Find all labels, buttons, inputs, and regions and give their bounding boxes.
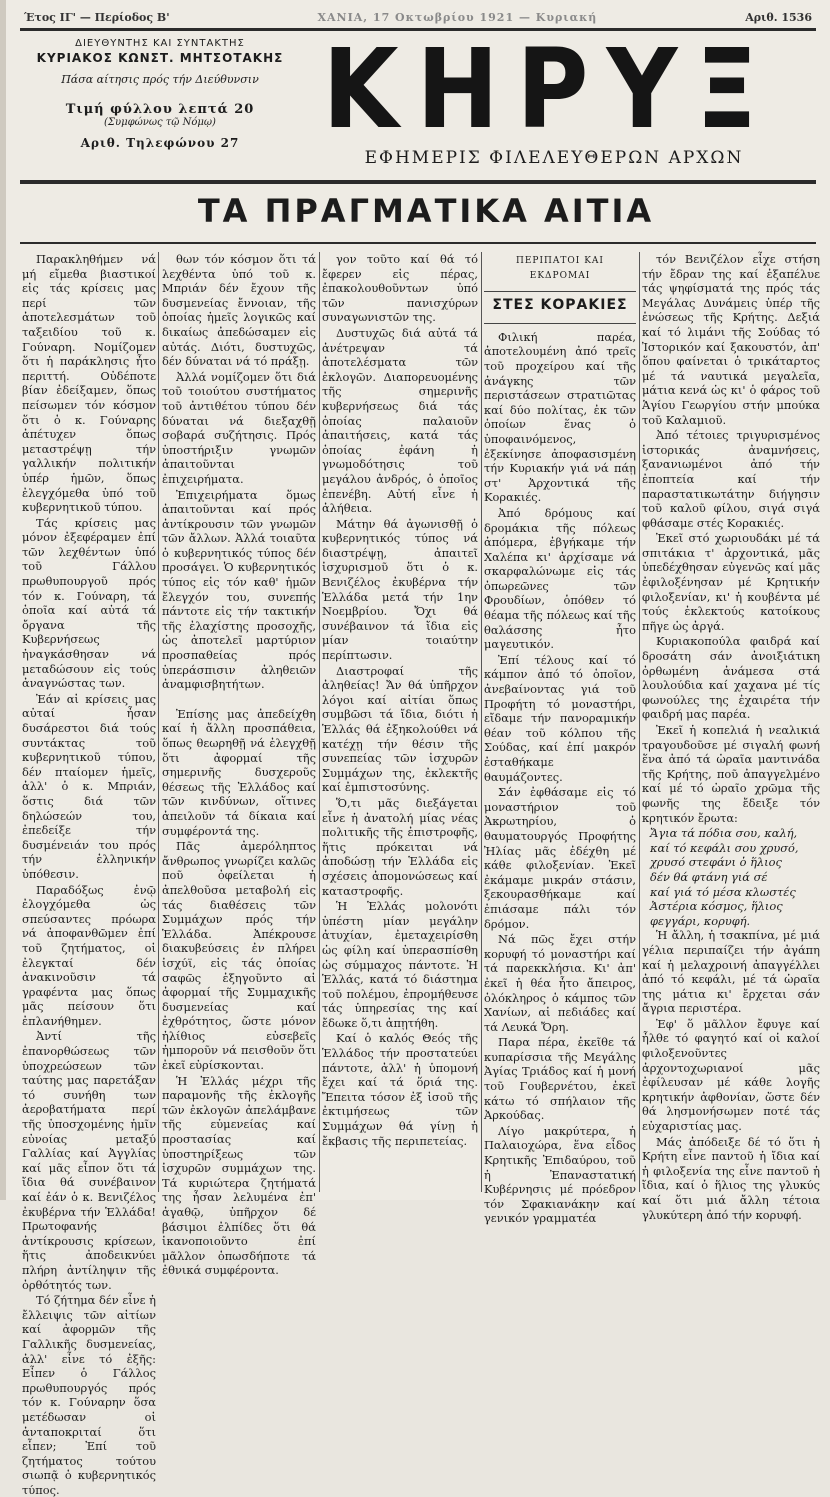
masthead-info (26, 38, 294, 150)
phone-number: Αριθ. Τηλεφώνου 27 (80, 136, 240, 150)
issue-number: Αριθ. 1536 (745, 10, 812, 24)
paragraph: Δυστυχῶς διά αὐτά τά ἀνέτρεψαν τά ἀποτελέσματα τῶν ἐκλογῶν. Διαπορευομένης τῆς σημερινῆς κυβερνήσεως διά τάς ὁποίας παλαιοῦν ἀπαιτήσεις, κατά τάς ὁποίας ἐφάνη ἡ γνωμοδότησις τοῦ μεγάλου ἀνδρός, ὁ ὁποῖος ἐπενέβη. Αὐτή εἶνε ἡ ἀλήθεια. (322, 325, 478, 516)
price-label: Τιμή φύλλου λεπτά 20 (65, 102, 255, 117)
paragraph: Ἀντί τῆς ἐπανορθώσεως τῶν ὑποχρεώσεων τῶν ταύτης μας παρετάξαν τό συνήθη των ἀεροβατήματα περί τῆς ὑποσχομένης ἡμῖν εὐνοίας μεταξύ Γαλλίας καί Ἀγγλίας καί μᾶς εἶπον ὅτι τά ἴδια θά συνέβαινον καί ἐάν ὁ κ. Βενιζέλος ἐκυβέρνα τήν Ἑλλάδα! Πρωτοφανής ἀντίκρουσις κρίσεων, ἥτις ἀποδεικνύει πλήρη ἀντίληψιν τῆς ὀρθότητός των. (22, 1029, 156, 1292)
paragraph: Σάν ἐφθάσαμε εἰς τό μοναστήριον τοῦ Ἀκρωτηρίου, ὁ θαυματουργός Προφήτης Ἠλίας μᾶς ἐδέχθη μέ κάθε φιλοξενίαν. Ἐκεῖ ἐκάμαμε μικράν στάσιν, ξεκουρασθήκαμε καί ἐπιάσαμε πάλι τόν δρόμον. (484, 785, 636, 931)
paragraph: Διαστροφαί τῆς ἀληθείας! Ἄν θά ὑπῆρχον λόγοι καί αἰτίαι ὅπως συμβῶσι τά ἴδια, διότι ἡ Ἑλλάς θά ἐξηκολούθει νά κατέχῃ τήν θέσιν τῆς συνεπείας τῶν ἰσχυρῶν Συμμάχων της, ἐκλεκτῆς καί ἐμπιστοσύνης. (322, 663, 478, 795)
director-label: ΔΙΕΥΘΥΝΤΗΣ ΚΑΙ ΣΥΝΤΑΚΤΗΣ (75, 38, 245, 49)
masthead-rule (20, 180, 816, 184)
verse-line: καί τό κεφάλι σου χρυσό, (650, 840, 799, 855)
headline: ΤΑ ΠΡΑΓΜΑΤΙΚΑ ΑΙΤΙΑ (197, 192, 655, 230)
paragraph: Ἀπό τέτοιες τριγυρισμένος ἱστορικάς ἀναμνήσεις, ξανανιωμένοι ἀπό τήν ἐποπτεία καί τήν παραστατικωτάτην διήγησιν τοῦ καλοῦ φίλου, σιγά σιγά φθάσαμε στές Κορακιές. (642, 428, 820, 530)
issue-label: Έτος ΙΓ' — Περίοδος Β' (24, 10, 170, 24)
verse-line: δέν θά φτάνη γιά σέ (650, 869, 768, 884)
date-line: ΧΑΝΙΑ, 17 Οκτωβρίου 1921 — Κυριακή (317, 10, 598, 24)
paragraph: Ἡ Ἑλλάς μολονότι ὑπέστη μίαν μεγάλην ἀτυχίαν, ἐμεταχειρίσθη ὡς φίλη καί ὑπερασπίσθη ὡς σύμμαχος πάντοτε. Ἡ Ἑλλάς, κατά τό διάστημα τοῦ πολέμου, ἐπρομήθευσε τάς ὑπηρεσίας της καί ἔδωκε ὅ,τι ἀπῃτήθη. (322, 899, 478, 1030)
director-name: ΚΥΡΙΑΚΟΣ ΚΩΝΣΤ. ΜΗΤΣΟΤΑΚΗΣ (36, 51, 284, 65)
travel-column (484, 252, 636, 1226)
paragraph: Κυριακοπούλα φαιδρά καί δροσάτη σάν ἀνοιξιάτικη ὀρθωμένη ἀνάμεσα στά λουλούδια καί χαχανα μέ τίς φωνούλες της ἐχαιρέτα τήν φαιδρή μας παρέα. (642, 634, 820, 722)
article-column-2 (162, 252, 316, 1278)
verse-line: φεγγάρι, κορυφή. (650, 913, 751, 928)
paragraph: τόν Βενιζέλον εἶχε στήση τήν ἔδραν της καί ἐξαπέλυε τάς ψηφίσματά της πρός τάς Μεγάλας Δυνάμεις ὑπέρ τῆς ἑνώσεως τῆς Κρήτης. Δεξιά καί τό λιμάνι τῆς Σούδας τό Ἰστορικόν καί ξακουστόν, ἀπ' ὅπου φαίνεται ὁ τρικάταρτος μέ τά ναυτικά μεγαλεῖα, μάτια κενά ὡς κι' ὁ φάρος τοῦ Ἁγίου Γεωργίου στήν μπούκα τοῦ Καλαμιοῦ. (642, 252, 820, 427)
letters-note: Πάσα αίτησις πρός τήν Διεύθυνσιν (61, 73, 259, 86)
paragraph: Ἐπιχειρήματα ὅμως ἀπαιτοῦνται καί πρός ἀντίκρουσιν τῶν γνωμῶν τῶν ἄλλων. Ἀλλά τοιαῦτα ὁ κυβερνητικός τύπος δέν προσάγει. Ὁ κυβερνητικός τύπος εἰς τόν καθ' ἡμῶν ἔλεγχόν του, συνεπής πάντοτε εἰς τήν τακτικήν τῆς ἐλαχίστης προσοχῆς, ὡς ἀποτελεῖ μαρτύριον προσπαθείας πρός ὑπεράσπισιν ἀληθειῶν ἀναμφισβητήτων. (162, 487, 316, 692)
paragraph: Ἡ ἄλλη, ἡ τσακπίνα, μέ μιά γέλια περιπαίζει τήν ἀγάπη καί ἡ μελαχροινή ἀπαγγέλλει ἀπό τό κεφάλι, μέ τά ὡραῖα της μάτια κι' ἔρχεται σάν ἄγρια περιστέρα. (642, 928, 820, 1016)
column-divider (158, 252, 159, 1192)
newspaper-title: ΚΗΡΥΞ (322, 26, 776, 154)
paragraph: Ἐπί τέλους καί τό κάμπον ἀπό τό ὁποῖον, ἀνεβαίνοντας γιά τοῦ Προφήτη τό μοναστήρι, εἴδαμε τήν πανοραμικήν θέαν τοῦ κόλπου τῆς Σούδας, καί ἐπί μακρόν ἐσταθήκαμε θαυμάζοντες. (484, 652, 636, 784)
paragraph: Ἐπίσης μας ἀπεδείχθη καί ἡ ἄλλη προσπάθεια, ὅπως θεωρηθῇ νά ἐλεγχθῇ ὅτι ἀφορμαί τῆς σημερινῆς δυσχεροῦς θέσεως τῆς Ἑλλάδος καί τῶν κινδύνων, οἵτινες ἀπειλοῦν τά δίκαια καί συμφέροντά της. (162, 706, 316, 838)
newspaper-subtitle: ΕΦΗΜΕΡΙΣ ΦΙΛΕΛΕΥΘΕΡΩΝ ΑΡΧΩΝ (364, 148, 744, 168)
column-divider (481, 252, 482, 1192)
paragraph: Καί ὁ καλός Θεός τῆς Ἑλλάδος τήν προστατεύει πάντοτε, ἀλλ' ἡ ὑπομονή ἔχει καί τά ὅριά της. Ἔπειτα τόσον ἐξ ἰσοῦ τῆς ἐκτιμήσεως τῶν Συμμάχων θά γίνῃ ἡ ἔκβασις τῆς περιπετείας. (322, 1031, 478, 1148)
paragraph: Τάς κρίσεις μας μόνον ἐξεφέραμεν ἐπί τῶν λεχθέντων ὑπό τοῦ Γάλλου πρωθυπουργοῦ πρός τόν κ. Γούναρη, τά ὁποῖα καί αὐτά τά ὄργανα τῆς Κυβερνήσεως ἠναγκάσθησαν νά μεταδώσουν εἰς τούς ἀναγνώστας των. (22, 515, 156, 691)
paragraph: θων τόν κόσμον ὅτι τά λεχθέντα ὑπό τοῦ κ. Μπριάν δέν ἔχουν τῆς δυσμενείας ἔννοιαν, τῆς ὁποίας ἡμεῖς λογικῶς καί δικαίως ἀπεδώσαμεν εἰς αὐτάς. Διότι, δυστυχῶς, δέν δύναται νά τό πράξῃ. (162, 252, 316, 369)
section-title: ΣΤΕΣ ΚΟΡΑΚΙΕΣ (492, 297, 628, 314)
paragraph: Ὅ,τι μᾶς διεξάγεται εἶνε ἡ ἀνατολή μίας νέας πολιτικῆς τῆς ἐπιστροφῆς, ἥτις πρόκειται νά ἀποδώσῃ τήν Ἑλλάδα εἰς σχέσεις ἀπομονώσεως καί καταστροφῆς. (322, 795, 478, 898)
column-divider (639, 252, 640, 1192)
section-gap (162, 693, 316, 707)
verse-line: καί γιά τό μέσα κλωστές (650, 884, 796, 899)
verse-line: Ἄγια τά πόδια σου, καλή, (650, 826, 798, 841)
price-note: (Συμφώνως τῷ Νόμῳ) (104, 117, 216, 128)
paragraph: Παραδόξως ἐνῷ ἐλογχόμεθα ὡς σπεύσαντες πρόωρα νά ἀποφανθῶμεν ἐπί τοῦ ζητήματος, οἱ ἐλεγκταί δέν ἀνακινοῦσιν τά γραφέντα μας ὅπως μᾶς πείσουν ὅτι ἐπλανήθημεν. (22, 882, 156, 1028)
verse-line: χρυσό στεφάνι ὁ ἥλιος (650, 855, 782, 870)
column-divider (319, 252, 320, 1192)
paragraph: Φιλική παρέα, ἀποτελουμένη ἀπό τρεῖς τοῦ προχείρου καί τῆς ἀνάγκης τῶν περιστάσεων στρατιῶτας καί δύο πολίτας, ἐκ τῶν ὁποίων ἕνας ὁ ὑποφαινόμενος, ἐξεκίνησε ἀποφασισμένη τήν Κυριακήν γιά νά πάῃ στ' Ἀρχοντικά τῆς Κορακιές. (484, 329, 636, 505)
paragraph: Τό ζήτημα δέν εἶνε ἡ ἔλλειψις τῶν αἰτίων καί ἀφορμῶν τῆς Γαλλικῆς δυσμενείας, ἀλλ' εἶνε τό ἐξῆς: Εἶπεν ὁ Γάλλος πρωθυπουργός πρός τόν κ. Γούναρην ὅσα μετέδωσαν οἱ ἀνταποκριταί ὅτι εἶπεν; Ἐπί τοῦ ζητήματος τούτου σιωπᾷ ὁ κυβερνητικός τύπος. (22, 1293, 156, 1497)
top-strip (24, 8, 812, 26)
section-rule (484, 291, 636, 292)
article-column-1 (22, 252, 156, 1497)
paragraph: Ἐάν αἱ κρίσεις μας αὐταί ἦσαν δυσάρεστοι διά τούς συντάκτας τοῦ κυβερνητικοῦ τύπου, δέν πταίομεν ἡμεῖς, ἀλλ' ὁ κ. Μπριάν, ὅστις διά τῶν δηλώσεών του, ἐπεδείξε τήν δυσμένειάν του πρός τήν ἑλληνικήν ὑπόθεσιν. (22, 691, 156, 881)
verse-line: Ἀστέρια κόσμος, ἥλιος (650, 899, 783, 914)
section-rule (484, 323, 636, 324)
paragraph: Ἐκεῖ στό χωριουδάκι μέ τά σπιτάκια τ' ἀρχοντικά, μᾶς ὑπεδέχθησαν εὐγενῶς καί μᾶς ἐφιλοξένησαν μέ Κρητικήν φιλοξενίαν, κι' ἡ κουβέντα μέ τούς ἐκλεκτούς κατοίκους πῆγε ὡς ἀργά. (642, 531, 820, 633)
paragraph: Μάς ἀπόδειξε δέ τό ὅτι ἡ Κρήτη εἶνε παντοῦ ἡ ἴδια καί ἡ φιλοξενία της εἶνε παντοῦ ἡ ἴδια, καί ὁ ἥλιος της γλυκύς καί ὅτι μιά ἄλλη τέτοια γλυκύτερη ἀπό τήν κορυφή. (642, 1134, 820, 1222)
paragraph: Νά πῶς ἔχει στήν κορυφή τό μοναστήρι καί τά παρεκκλήσια. Κι' ἀπ' ἐκεῖ ἡ θέα ἦτο ἄπειρος, ὁλόκληρος ὁ κάμπος τῶν Χανίων, αἱ πεδιάδες καί τά Λευκά Ὄρη. (484, 932, 636, 1034)
paragraph: Μάτην θά ἀγωνισθῇ ὁ κυβερνητικός τύπος νά διαστρέψῃ, ἀπαιτεῖ ἰσχυρισμοῦ ὅτι ὁ κ. Βενιζέλος ἐκυβέρνα τήν Ἑλλάδα μετά τήν 1ην Νοεμβρίου. Ὄχι θά συνέβαινον τά ἴδια εἰς μίαν τοιαύτην περίπτωσιν. (322, 516, 478, 663)
paragraph: Ἐφ' ὅ μᾶλλον ἔφυγε καί ἦλθε τό φαγητό καί οἱ καλοί φιλοξενοῦντες ἀρχοντοχωριανοί μᾶς ἐφίλευσαν μέ κάθε λογῆς κρητικήν ἀφθονίαν, ὥστε δέν θά λησμονήσωμεν ποτέ τάς εὐχαριστίας μας. (642, 1016, 820, 1134)
paragraph: Λίγο μακρύτερα, ἡ Παλαιοχώρα, ἕνα εἶδος Κρητικῆς Ἐπιδαύρου, τοῦ ἡ Ἐπαναστατική Κυβέρνησις μέ πρόεδρον τόν Σφακιανάκην καί γενικόν γραμματέα (484, 1123, 636, 1226)
headline-rule (20, 242, 816, 244)
paragraph: Ἐκεῖ ἡ κοπελιά ἡ νεαλικιά τραγουδοῦσε μέ σιγαλή φωνή ἕνα ἀπό τά ὡραῖα μαντινάδα τῆς Κρήτης, ποῦ ἀπαγγελμένο καί μέ τό ὡραῖο χρῶμα τῆς φωνῆς της ἔδειξε τόν κρητικόν ἔρωτα: (642, 723, 820, 825)
paragraph: Παρα πέρα, ἐκεῖθε τά κυπαρίσσια τῆς Μεγάλης Ἀγίας Τριάδος καί ἡ μονή τοῦ Γουβερνέτου, ἐκεῖ κάτω τό σπήλαιον τῆς Ἀρκούδας. (484, 1035, 636, 1123)
paragraph: Ἀπό δρόμους καί δρομάκια τῆς πόλεως ἀπόμερα, ἐβγήκαμε τήν Χαλέπα κι' ἀρχίσαμε νά σκαρφαλώνωμε εἰς τάς ὀπωρεῶνες τῶν Φρουδίων, ὁπόθεν τό θέαμα τῆς πόλεως καί τῆς θαλάσσης ἦτο μαγευτικόν. (484, 505, 636, 652)
paragraph: γον τοῦτο καί θά τό ἔφερεν εἰς πέρας, ἐπακολουθοῦντων ὑπό τῶν πανισχύρων συναγωνιστῶν της. (322, 252, 478, 325)
article-column-3 (322, 252, 478, 1192)
paragraph: Πᾶς ἀμερόληπτος ἄνθρωπος γνωρίζει καλῶς ποῦ ὀφείλεται ἡ ἀπελθοῦσα μεταβολή εἰς τάς διαθέσεις τῶν Συμμάχων πρός τήν Ἑλλάδα. Ἀπέκρουσε διακυβεύσεις ἐν πλήρει ἰσχύϊ, εἰς τάς ὁποίας σαφῶς ἐξηγοῦντο αἱ ἀφορμαί τῆς Συμμαχικῆς δυσμενείας καί ἐχθρότητος, ὥστε μόνον ἠλίθιος εὐσεβεῖς ἠμποροῦν νά πεισθοῦν ὅτι ἐκεῖ εὑρίσκονται. (162, 839, 316, 1073)
section-label: ΠΕΡΙΠΑΤΟΙ ΚΑΙ ΕΚΔΡΟΜΑΙ (516, 256, 604, 281)
paragraph: Ἀλλά νομίζομεν ὅτι διά τοῦ τοιούτου συστήματος τοῦ ἀντιθέτου τύπου δέν δύναται νά διεξαχθῇ σοβαρά συζήτησις. Πρός ὑποστήριξιν γνωμῶν ἀπαιτοῦνται ἐπιχειρήματα. (162, 369, 316, 486)
paragraph: Ἡ Ἑλλάς μέχρι τῆς παραμονῆς τῆς ἐκλογῆς τῶν ἐκλογῶν ἀπελάμβανε τῆς εὐμενείας καί προστασίας καί ὑποστηρίξεως τῶν ἰσχυρῶν συμμάχων της. Τά κυριώτερα ζητήματά της ἦσαν λελυμένα ἐπ' ἀγαθῷ, ὑπῆρχον δέ βάσιμοι ἐλπίδες ὅτι θά ἱκανοποιοῦντο ἐπί μᾶλλον ὁπωσδήποτε τά ἐθνικά συμφέροντα. (162, 1073, 316, 1278)
travel-column-continued (642, 252, 820, 1222)
paragraph: Παρακληθήμεν νά μή εἴμεθα βιαστικοί εἰς τάς κρίσεις μας περί τῶν ἀποτελεσμάτων τοῦ ταξειδίου τοῦ κ. Γούναρη. Νομίζομεν ὅτι ἡ παράκλησις ἦτο περιττή. Οὐδέποτε βίαν ἐδείξαμεν, ὅπως πείσωμεν τόν κόσμον ὅτι ὁ κ. Γούναρης ἀπέτυχεν ὅπως μεταστρέψῃ τήν γαλλικήν πολιτικήν ὑπέρ ἡμῶν, ὅπως ἐλεγχόμεθα ὑπό τοῦ κυβερνητικοῦ τύπου. (22, 252, 156, 515)
verse-block (642, 826, 820, 928)
